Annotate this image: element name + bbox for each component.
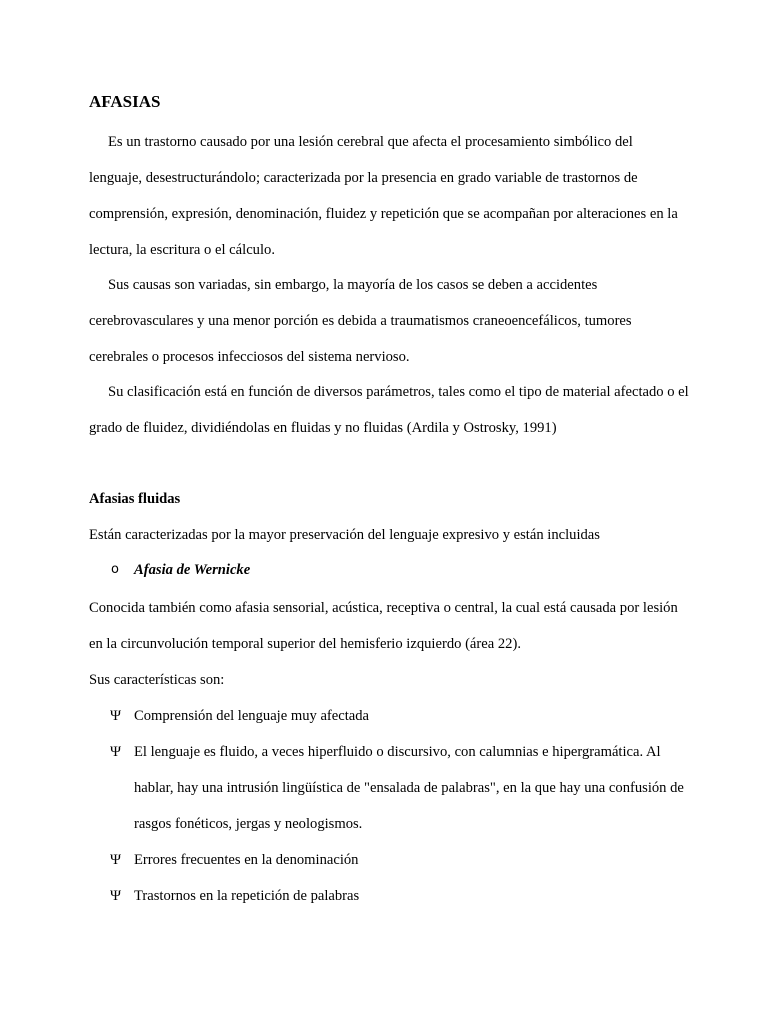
list-item-text: Errores frecuentes en la denominación [134,852,359,868]
circle-bullet-icon: o [111,562,119,577]
paragraph-description: Conocida también como afasia sensorial, acústica, receptiva o central, la cual está causada por lesión en la circunvolución temporal superior del hemisferio izquierdo (área 22). [89,600,678,652]
features-intro: Sus características son: [89,672,225,688]
paragraph-causes: Sus causas son variadas, sin embargo, la mayoría de los casos se deben a accidentes cerebrovasculares y una menor porción es debida a traumatismos craneoencefálicos, tumores cerebrales o procesos infecciosos del sistema nervioso. [89,277,632,365]
list-item-text: Comprensión del lenguaje muy afectada [134,708,370,724]
document-title: AFASIAS [89,92,161,111]
list-item [89,698,689,734]
psi-bullet-icon: Ψ [110,888,122,904]
psi-bullet-icon: Ψ [110,744,122,760]
psi-bullet-icon: Ψ [110,852,122,868]
paragraph-definition: Es un trastorno causado por una lesión cerebral que afecta el procesamiento simbólico del lenguaje, desestructurándolo; caracterizada por la presencia en grado variable de trastornos de comprensión, expresión, denominación, fluidez y repetición que se acompañan por alteraciones en la lectura, la escritura o el cálculo. [89,134,678,258]
section-intro: Están caracterizadas por la mayor preservación del lenguaje expresivo y están incluidas [89,527,600,543]
paragraph-classification: Su clasificación está en función de diversos parámetros, tales como el tipo de material afectado o el grado de fluidez, dividiéndolas en fluidas y no fluidas (Ardila y Ostrosky, 1991) [89,384,689,436]
list-item [89,842,689,878]
section-heading: Afasias fluidas [89,491,181,507]
list-item [89,734,689,842]
list-item-text: El lenguaje es fluido, a veces hiperfluido o discursivo, con calumnias e hipergramática. Al hablar, hay una intrusión lingüística de "ensalada de palabras", en la que hay una confusión de rasgos fonéticos, jergas y neologismos. [134,744,684,832]
features-list [89,698,689,914]
psi-bullet-icon: Ψ [110,708,122,724]
list-item-text: Trastornos en la repetición de palabras [134,888,360,904]
subsection-label: Afasia de Wernicke [134,562,251,578]
list-item [89,878,689,914]
